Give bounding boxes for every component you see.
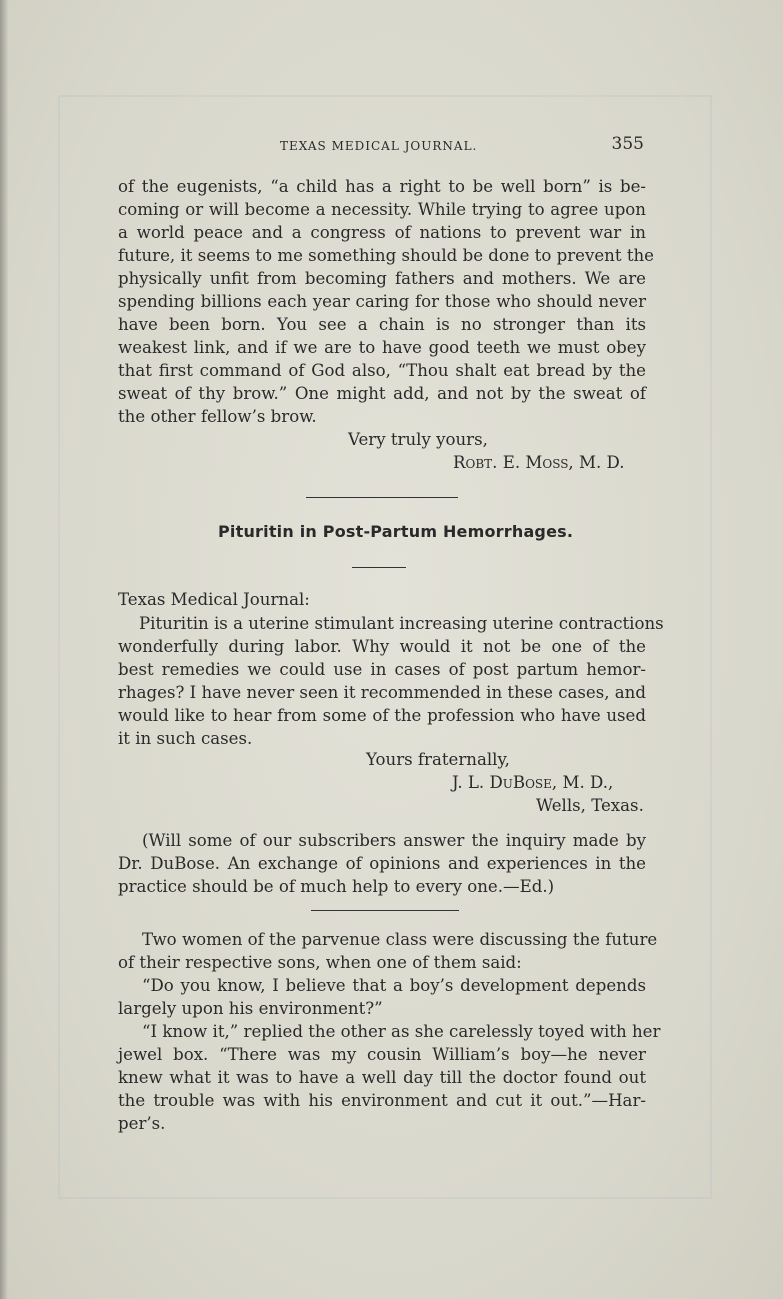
article-paragraph bbox=[118, 612, 664, 750]
text-line: Pituritin is a uterine stimulant increasing uterine contractions bbox=[139, 614, 664, 633]
section-divider bbox=[306, 497, 458, 498]
text-line: of their respective sons, when one of them said: bbox=[118, 953, 522, 972]
text-line: the trouble was with his environment and cut it out.”—Har- bbox=[118, 1091, 646, 1110]
running-head: TEXAS MEDICAL JOURNAL. bbox=[280, 139, 478, 153]
text-line: have been born. You see a chain is no stronger than its bbox=[118, 315, 646, 334]
moss-closing: Very truly yours, bbox=[348, 430, 488, 449]
text-line: spending billions each year caring for those who should never bbox=[118, 292, 646, 311]
editor-paragraph bbox=[118, 829, 646, 898]
title-rule bbox=[352, 567, 406, 568]
article-signature: J. L. DuBose, M. D., bbox=[452, 773, 614, 792]
text-line: knew what it was to have a well day till the doctor found out bbox=[118, 1068, 646, 1087]
article-body bbox=[118, 612, 664, 750]
text-line: “Do you know, I believe that a boy’s development depends bbox=[142, 976, 646, 995]
anecdote-body bbox=[118, 928, 661, 1135]
text-line: of the eugenists, “a child has a right to be well born” is be- bbox=[118, 177, 646, 196]
text-line: physically unfit from becoming fathers and mothers. We are bbox=[118, 269, 646, 288]
text-line: it in such cases. bbox=[118, 729, 253, 748]
text-line: rhages? I have never seen it recommended in these cases, and bbox=[118, 683, 646, 702]
article-closing: Yours fraternally, bbox=[366, 750, 510, 769]
text-line: Two women of the parvenue class were discussing the future bbox=[142, 930, 658, 949]
page-number: 355 bbox=[611, 134, 644, 154]
text-line: jewel box. “There was my cousin William’s boy—he never bbox=[118, 1045, 646, 1064]
text-line: weakest link, and if we are to have good teeth we must obey bbox=[118, 338, 646, 357]
moss-letter-body bbox=[118, 175, 654, 428]
article-location: Wells, Texas. bbox=[536, 796, 644, 815]
section-divider bbox=[311, 910, 459, 911]
text-line: practice should be of much help to every one.—Ed.) bbox=[118, 877, 555, 896]
text-line: best remedies we could use in cases of post partum hemor- bbox=[118, 660, 646, 679]
text-line: largely upon his environment?” bbox=[118, 999, 383, 1018]
text-line: coming or will become a necessity. While trying to agree upon bbox=[118, 200, 646, 219]
moss-signature: Robt. E. Moss, M. D. bbox=[453, 453, 625, 472]
text-line: a world peace and a congress of nations to prevent war in bbox=[118, 223, 646, 242]
text-line: wonderfully during labor. Why would it not be one of the bbox=[118, 637, 646, 656]
text-line: sweat of thy brow.” One might add, and not by the sweat of bbox=[118, 384, 646, 403]
text-line: would like to hear from some of the profession who have used bbox=[118, 706, 646, 725]
text-line: “I know it,” replied the other as she carelessly toyed with her bbox=[142, 1022, 661, 1041]
article-salutation: Texas Medical Journal: bbox=[118, 590, 310, 609]
page-header bbox=[118, 130, 646, 160]
editor-note bbox=[118, 829, 646, 898]
anecdote-paragraph bbox=[118, 928, 661, 1135]
moss-paragraph bbox=[118, 175, 654, 428]
text-line: the other fellow’s brow. bbox=[118, 407, 317, 426]
text-line: future, it seems to me something should be done to prevent the bbox=[118, 246, 654, 265]
text-line: per’s. bbox=[118, 1114, 166, 1133]
text-line: (Will some of our subscribers answer the inquiry made by bbox=[142, 831, 646, 850]
text-line: Dr. DuBose. An exchange of opinions and experiences in the bbox=[118, 854, 646, 873]
article-title: Pituritin in Post-Partum Hemorrhages. bbox=[218, 522, 574, 541]
text-line: that first command of God also, “Thou shalt eat bread by the bbox=[118, 361, 646, 380]
page-edge-shadow bbox=[0, 0, 8, 1299]
